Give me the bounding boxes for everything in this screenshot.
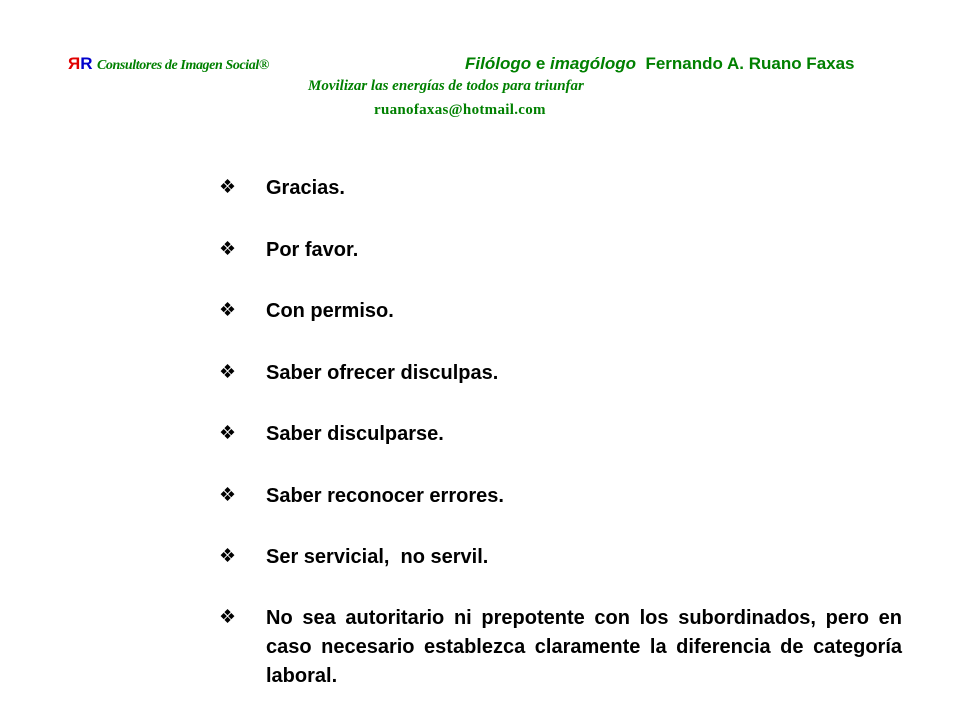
role-imagologist: imagólogo	[550, 54, 636, 73]
list-item-text: Saber disculparse.	[266, 423, 444, 445]
logo-mirrored-r: Я	[68, 54, 81, 73]
diamond-bullet-icon: ❖	[219, 546, 237, 567]
slogan: Movilizar las energías de todos para triunfar	[308, 78, 584, 94]
diamond-bullet-icon: ❖	[219, 607, 237, 628]
list-item	[219, 482, 902, 511]
author-line	[465, 54, 855, 74]
list-item-text: No sea autoritario ni prepotente con los subordinados, pero en caso necesario establezca claramente la diferencia de categoría laboral.	[266, 607, 902, 687]
list-item-text: Saber ofrecer disculpas.	[266, 362, 499, 384]
diamond-bullet-icon: ❖	[219, 485, 237, 506]
role-conjunction: e	[535, 54, 546, 73]
list-item-text: Con permiso.	[266, 300, 394, 322]
list-item-text: Ser servicial, no servil.	[266, 546, 489, 568]
author-name: Fernando A. Ruano Faxas	[645, 54, 855, 73]
list-item	[219, 174, 902, 203]
list-item	[219, 359, 902, 388]
list-item	[219, 543, 902, 572]
logo-r: R	[80, 54, 93, 73]
list-item	[219, 420, 902, 449]
list-item	[219, 604, 902, 691]
list-item	[219, 236, 902, 265]
list-item-text: Gracias.	[266, 177, 345, 199]
company-name: Consultores de Imagen Social®	[96, 58, 269, 73]
list-item-text: Por favor.	[266, 239, 359, 261]
diamond-bullet-icon: ❖	[219, 423, 237, 444]
role-philologist: Filólogo	[465, 54, 532, 73]
diamond-bullet-icon: ❖	[219, 177, 237, 198]
list-item-text: Saber reconocer errores.	[266, 485, 504, 507]
diamond-bullet-icon: ❖	[219, 239, 237, 260]
diamond-bullet-icon: ❖	[219, 362, 237, 383]
contact-email: ruanofaxas@hotmail.com	[374, 102, 546, 118]
company-logo-line	[68, 54, 269, 74]
diamond-bullet-icon: ❖	[219, 300, 237, 321]
list-item	[219, 297, 902, 326]
